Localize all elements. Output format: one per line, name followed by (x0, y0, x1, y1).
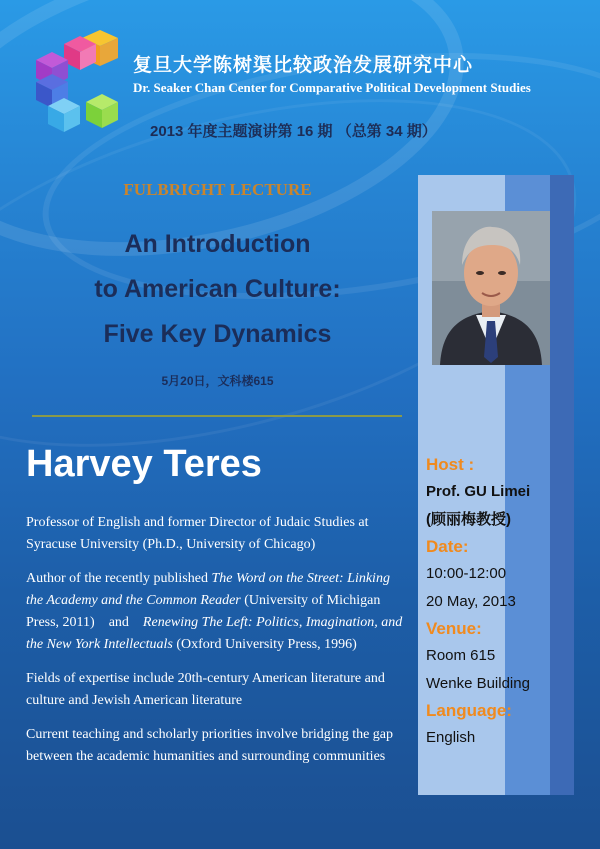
host-name-chinese: (顾丽梅教授) (426, 511, 511, 528)
host-name: Prof. GU Limei (426, 483, 531, 500)
venue-label: Venue: (426, 619, 482, 638)
divider (32, 415, 402, 417)
date-place-chinese: 5月20日，文科楼615 (161, 374, 274, 388)
host-label: Host : (426, 455, 475, 474)
language-label: Language: (426, 701, 512, 720)
event-language: English (426, 729, 476, 746)
event-time: 10:00-12:00 (426, 565, 507, 582)
date-label: Date: (426, 537, 469, 556)
bio-paragraph (26, 568, 408, 656)
center-logo-icon (34, 30, 124, 140)
bio-text: (Oxford University Press, 1996) (172, 637, 357, 652)
speaker-bio (26, 512, 408, 780)
bio-paragraph: Fields of expertise include 20th-century American literature and culture and Jewish American literature (26, 671, 385, 708)
org-name-english: Dr. Seaker Chan Center for Comparative Political Development Studies (133, 80, 531, 95)
event-info (426, 452, 574, 752)
lecture-title-line: to American Culture: (94, 275, 341, 303)
lecture-series-number: 2013 年度主题演讲第 16 期 （总第 34 期） (150, 123, 437, 140)
bio-paragraph: Professor of English and former Director of Judaic Studies at Syracuse University (Ph.D., University of Chicago) (26, 515, 369, 552)
event-date: 20 May, 2013 (426, 593, 516, 610)
venue-building: Wenke Building (426, 675, 530, 692)
lecture-title (30, 222, 405, 357)
bio-text: Author of the recently published (26, 571, 212, 586)
book-title: The Word on the Street: Linking the Academy and the Common Reader (26, 571, 390, 608)
lecture-title-line: An Introduction (124, 230, 311, 258)
venue-room: Room 615 (426, 647, 496, 664)
speaker-name: Harvey Teres (26, 443, 262, 485)
lecture-title-line: Five Key Dynamics (103, 320, 332, 348)
bio-paragraph: Current teaching and scholarly priorities involve bridging the gap between the academic humanities and surrounding communities (26, 727, 394, 764)
speaker-photo (432, 211, 550, 365)
lecture-type: FULBRIGHT LECTURE (123, 180, 312, 199)
book-title: Renewing The Left: Politics, Imagination, and the New York Intellectuals (26, 615, 403, 652)
bio-text: (University of Michigan Press, 2011) and (26, 593, 384, 630)
org-name-chinese: 复旦大学陈树渠比较政治发展研究中心 (133, 55, 474, 76)
